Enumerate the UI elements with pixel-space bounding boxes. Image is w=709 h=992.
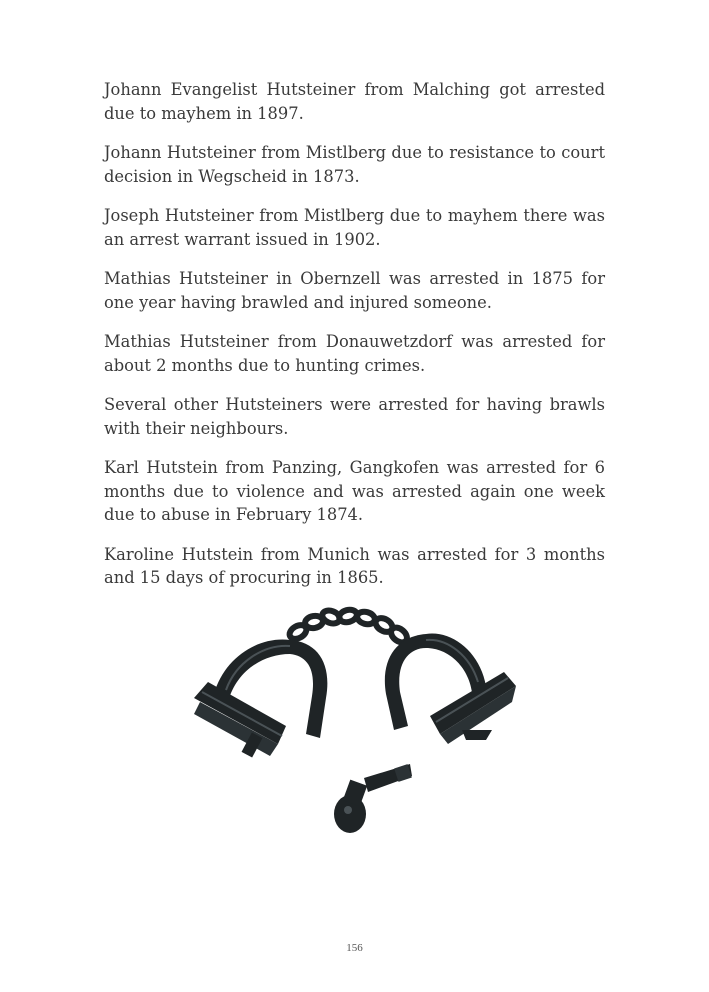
- paragraph-other-hutsteiners: Several other Hutsteiners were arrested for having brawls with their neighbours.: [104, 395, 605, 438]
- paragraph-johann-evangelist: Johann Evangelist Hutsteiner from Malching got arrested due to mayhem in 1897.: [104, 80, 605, 123]
- paragraph-mathias-obernzell: Mathias Hutsteiner in Obernzell was arrested in 1875 for one year having brawled and injured someone.: [104, 269, 605, 312]
- paragraph-mathias-donauwetzdorf: Mathias Hutsteiner from Donauwetzdorf was arrested for about 2 months due to hunting crimes.: [104, 332, 605, 375]
- right-cuff: [385, 634, 516, 744]
- page-number: 156: [346, 942, 363, 954]
- handcuffs-image: [186, 606, 526, 846]
- paragraph-karl-panzing: Karl Hutstein from Panzing, Gangkofen was arrested for 6 months due to violence and was arrested again one week due to abuse in February 1874.: [104, 458, 605, 524]
- paragraph-joseph-mistlberg: Joseph Hutsteiner from Mistlberg due to mayhem there was an arrest warrant issued in 1902.: [104, 206, 605, 249]
- left-cuff: [194, 640, 327, 758]
- paragraph-johann-mistlberg: Johann Hutsteiner from Mistlberg due to resistance to court decision in Wegscheid in 1873.: [104, 143, 605, 186]
- paragraph-karoline-munich: Karoline Hutstein from Munich was arrested for 3 months and 15 days of procuring in 1865.: [104, 544, 605, 587]
- chain: [287, 608, 410, 646]
- handcuffs-illustration: [186, 606, 526, 846]
- key: [334, 764, 412, 833]
- document-body: [104, 78, 605, 606]
